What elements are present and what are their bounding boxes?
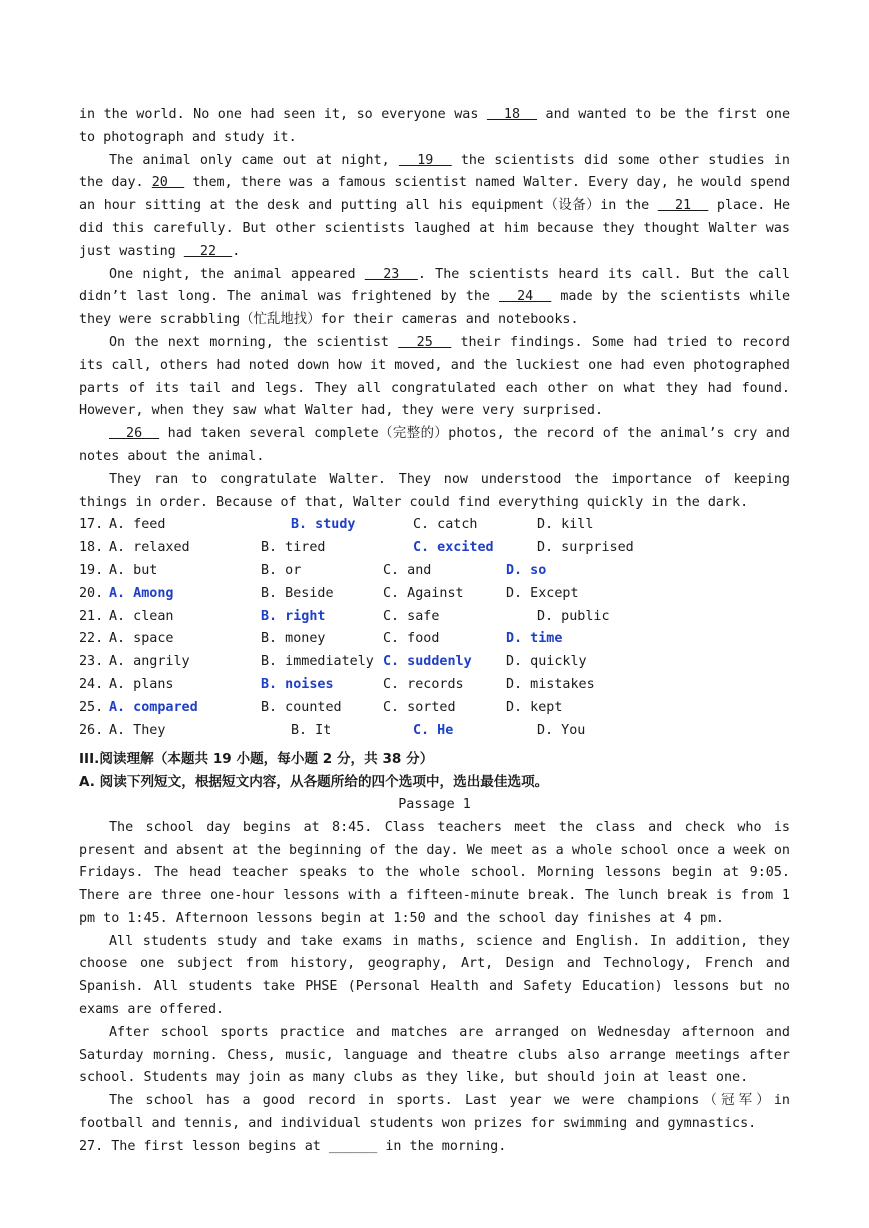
cloze-text: The animal only came out at night, [109, 152, 399, 168]
question-27: 27. The first lesson begins at ______ in the morning. [79, 1138, 507, 1154]
option: D. kept [506, 699, 563, 715]
cloze-text: . [232, 243, 241, 259]
correct-option: C. suddenly [383, 654, 472, 670]
passage-paragraph: The school day begins at 8:45. Class teachers meet the class and check who is present and absent at the beginning of the day. We meet as a whole school once a week on Fridays. The head teacher speaks to the whole school. Morning lessons begin at 9:05. There are three one-hour lessons with a fifteen-minute break. The lunch break is from 1 pm to 1:45. Afternoon lessons begin at 1:50 and the school day finishes at 4 pm. [79, 819, 790, 926]
cloze-text: place. He did this carefully. But other scientists laughed at him because they thought Walter was just wasting [79, 198, 790, 259]
option: B. counted [261, 699, 342, 715]
section-instruction: A. 阅读下列短文，根据短文内容，从各题所给的四个选项中，选出最佳选项。 [79, 774, 549, 791]
question-number: 26. [79, 722, 104, 738]
correct-option: A. compared [109, 699, 198, 715]
cloze-paragraph [79, 332, 790, 423]
cloze-text: them, there was a famous scientist named Walter. Every day, he would spend an hour sitting at the desk and putting all his equipment（设备）in the [79, 175, 791, 214]
option: D. surprised [537, 540, 634, 556]
option: D. mistakes [506, 676, 595, 692]
cloze-blank: 26 [109, 426, 160, 442]
option: A. relaxed [109, 540, 190, 556]
cloze-paragraph [79, 150, 790, 264]
option: A. They [109, 722, 166, 738]
option: A. plans [109, 676, 174, 692]
cloze-text: One night, the animal appeared [109, 266, 365, 282]
option: D. You [537, 722, 586, 738]
cloze-blank: 24 [499, 289, 552, 305]
option: C. records [383, 676, 464, 692]
option-row [79, 720, 790, 743]
cloze-text: and wanted to be the first one to photograph and study it. [79, 107, 791, 145]
correct-option: C. He [413, 722, 454, 738]
cloze-text: their findings. Some had tried to record its call, others had noted down how it moved, and the luckiest one had even photographed parts of its tail and legs. They all congratulated each other on what they had found. However, when they saw what Walter had, they were very surprised. [79, 334, 790, 419]
option: D. public [537, 608, 610, 624]
question-number: 21. [79, 608, 104, 624]
cloze-paragraph [79, 469, 790, 515]
question-number: 18. [79, 540, 104, 556]
cloze-blank: 22 [183, 243, 233, 259]
correct-option: B. noises [261, 676, 334, 692]
cloze-text: the scientists did some other studies in the day. [79, 152, 790, 191]
option-row [79, 537, 790, 560]
question-number: 24. [79, 676, 104, 692]
passage-paragraph: After school sports practice and matches are arranged on Wednesday afternoon and Saturday morning. Chess, music, language and theatre clubs also arrange meetings after school. Students may join as many clubs as they like, but should join at least one. [79, 1024, 790, 1086]
option: A. clean [109, 608, 174, 624]
option: C. food [383, 631, 440, 647]
option: B. money [261, 631, 326, 647]
option: A. feed [109, 517, 166, 533]
correct-option: A. Among [109, 585, 174, 601]
option-row [79, 560, 790, 583]
option: C. safe [383, 608, 440, 624]
passage-title: Passage 1 [398, 796, 471, 812]
correct-option: C. excited [413, 540, 494, 556]
cloze-text: On the next morning, the scientist [109, 334, 399, 350]
option: B. or [261, 562, 302, 578]
question-number: 19. [79, 562, 104, 578]
question-number: 25. [79, 699, 104, 715]
question-number: 17. [79, 517, 104, 533]
option: C. sorted [383, 699, 456, 715]
document-page [79, 104, 790, 1159]
correct-option: B. study [291, 517, 356, 533]
correct-option: D. so [506, 562, 547, 578]
option: A. angrily [109, 654, 190, 670]
option-row [79, 651, 790, 674]
cloze-passage [79, 104, 790, 514]
cloze-text: They ran to congratulate Walter. They now understood the importance of keeping things in order. Because of that, Walter could find everything quickly in the dark. [79, 471, 790, 510]
option: C. and [383, 562, 432, 578]
cloze-blank: 20 [151, 175, 185, 191]
option: C. catch [413, 517, 478, 533]
correct-option: D. time [506, 631, 563, 647]
correct-option: B. right [261, 608, 326, 624]
cloze-text: . The scientists heard its call. But the call didn’t last long. The animal was frightened by the [79, 266, 790, 305]
cloze-text: in the world. No one had seen it, so everyone was [79, 107, 487, 122]
cloze-paragraph [79, 264, 790, 332]
cloze-text: had taken several complete（完整的）photos, the record of the animal’s cry and notes about the animal. [79, 426, 790, 464]
reading-passage [79, 817, 790, 1136]
option: D. quickly [506, 654, 587, 670]
option-row [79, 514, 790, 537]
cloze-text: made by the scientists while they were scrabbling（忙乱地找）for their cameras and notebooks. [79, 289, 791, 328]
option: B. It [291, 722, 332, 738]
option-row [79, 674, 790, 697]
cloze-blank: 19 [398, 152, 452, 168]
option: B. tired [261, 540, 326, 556]
passage-paragraph: All students study and take exams in maths, science and English. In addition, they choose one subject from history, geography, Art, Design and Technology, French and Spanish. All students take PHSE (Personal Health and Safety Education) lessons but no exams are offered. [79, 933, 790, 1018]
cloze-paragraph [79, 423, 790, 469]
question-number: 22. [79, 631, 104, 647]
option: B. immediately [261, 654, 374, 670]
answer-options [79, 514, 790, 742]
cloze-blank: 23 [364, 266, 418, 282]
option: D. Except [506, 585, 579, 601]
question-number: 23. [79, 654, 104, 670]
question-number: 20. [79, 585, 104, 601]
passage-paragraph: The school has a good record in sports. Last year we were champions（冠军）in football and tennis, and individual students won prizes for swimming and gymnastics. [79, 1093, 790, 1132]
option-row [79, 697, 790, 720]
option-row [79, 628, 790, 651]
option: C. Against [383, 585, 464, 601]
option: B. Beside [261, 585, 334, 601]
option-row [79, 583, 790, 606]
cloze-blank: 25 [398, 334, 452, 350]
option: A. but [109, 562, 158, 578]
cloze-blank: 18 [486, 107, 538, 122]
option: D. kill [537, 517, 594, 533]
cloze-paragraph [79, 104, 790, 150]
cloze-blank: 21 [657, 198, 709, 214]
option: A. space [109, 631, 174, 647]
option-row [79, 606, 790, 629]
section-heading: III.阅读理解（本题共 19 小题，每小题 2 分，共 38 分） [79, 751, 434, 768]
